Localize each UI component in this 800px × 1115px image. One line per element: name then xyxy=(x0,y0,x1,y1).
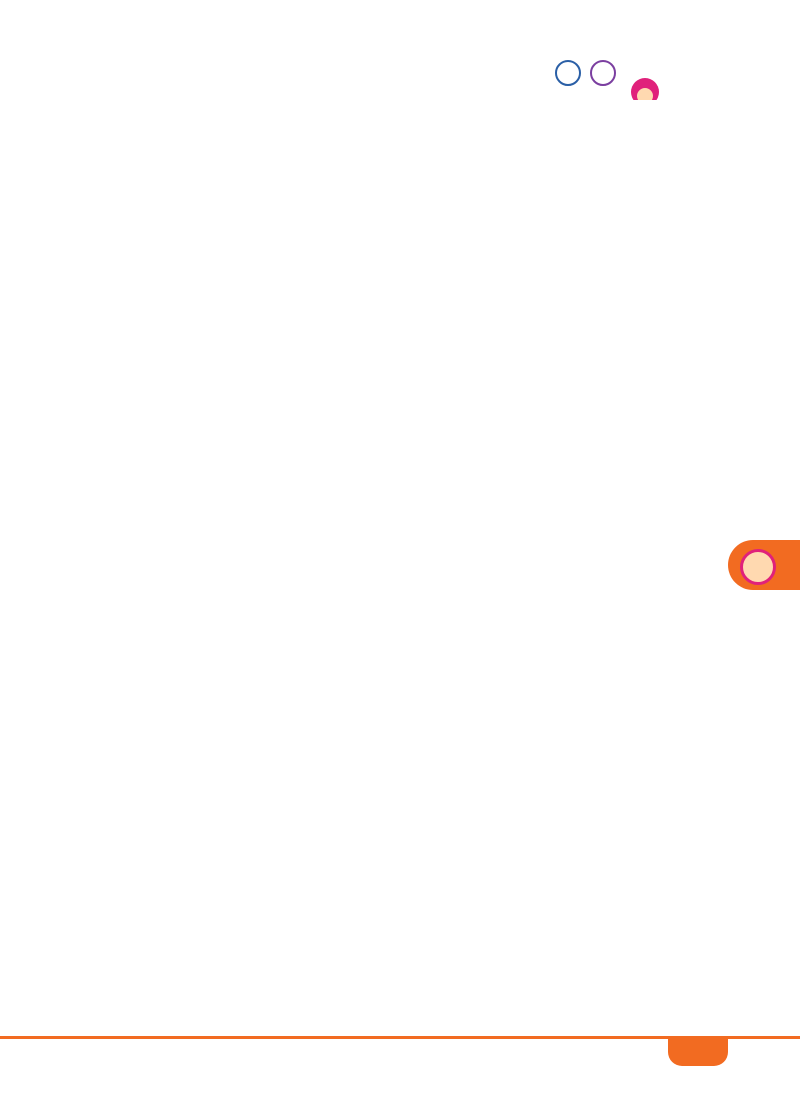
rj-badge xyxy=(555,60,581,86)
side-tab xyxy=(728,540,800,590)
mascot-face-icon xyxy=(740,549,776,585)
ban-badge xyxy=(590,60,616,86)
header-decoration xyxy=(0,40,800,100)
page-number xyxy=(668,1038,728,1066)
